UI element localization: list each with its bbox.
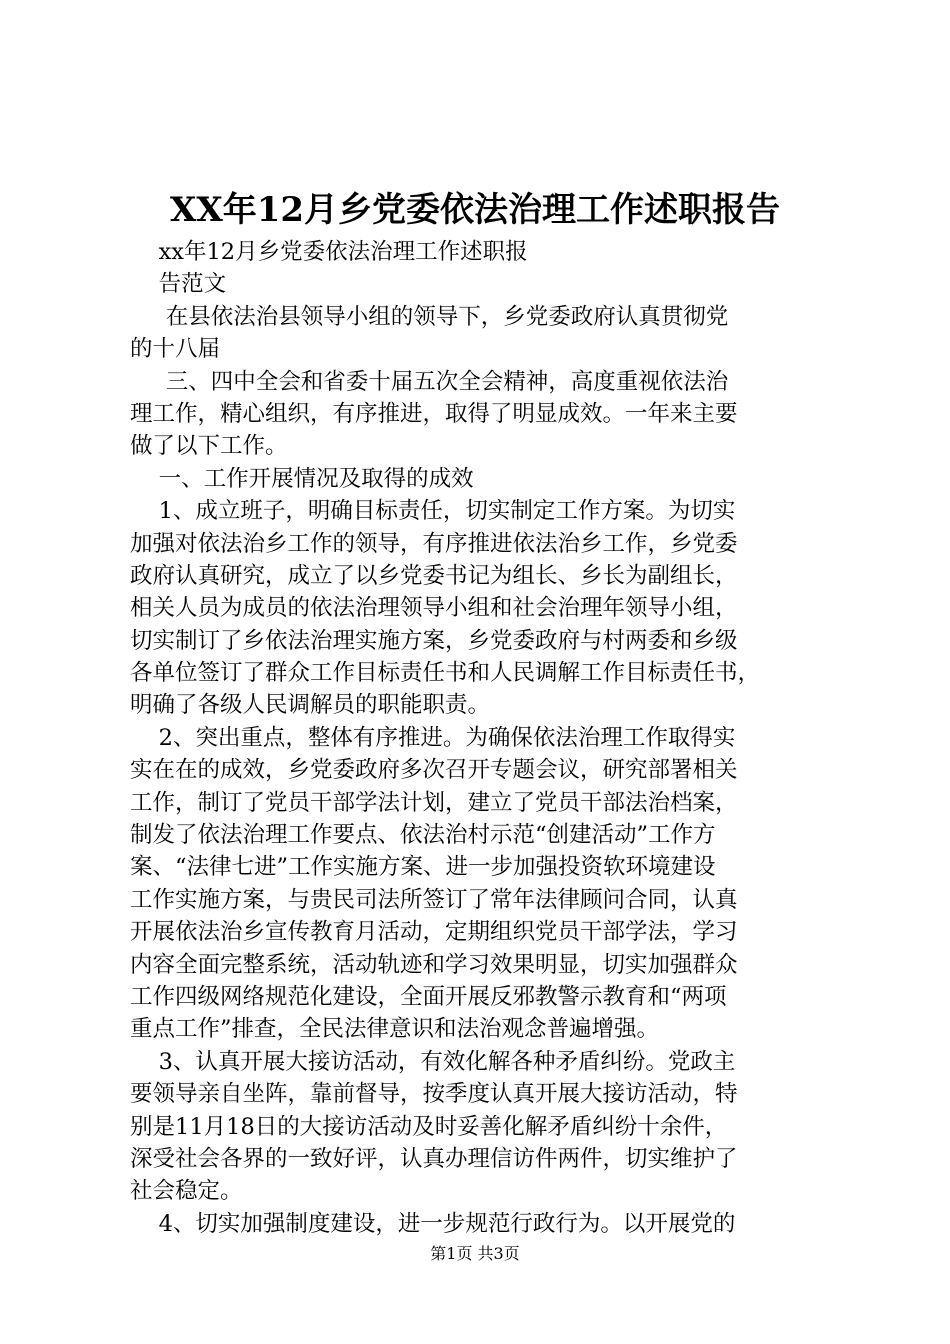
body-line: 别是11月18日的大接访活动及时妥善化解矛盾纠纷十余件， — [130, 1113, 728, 1140]
body-line: 2、突出重点，整体有序推进。为确保依法治理工作取得实 — [130, 724, 736, 751]
body-line: 案、“法律七进”工作实施方案、进一步加强投资软环境建设 — [130, 854, 716, 881]
body-line: 3、认真开展大接访活动，有效化解各种矛盾纠纷。党政主 — [130, 1048, 736, 1075]
body-line: 社会稳定。 — [130, 1178, 243, 1205]
body-line: xx年12月乡党委依法治理工作述职报 — [130, 239, 528, 265]
body-line: 重点工作”排查，全民法律意识和法治观念普遍增强。 — [130, 1016, 660, 1043]
body-line: 深受社会各界的一致好评，认真办理信访件两件，切实维护了 — [130, 1145, 738, 1172]
body-line: 开展依法治乡宣传教育月活动，定期组织党员干部学法，学习 — [130, 919, 738, 946]
body-line: 明确了各级人民调解员的职能职责。 — [130, 692, 491, 719]
body-line: 理工作，精心组织，有序推进，取得了明显成效。一年来主要 — [130, 400, 738, 427]
body-line: 实在在的成效，乡党委政府多次召开专题会议，研究部署相关 — [130, 757, 738, 784]
body-line: 加强对依法治乡工作的领导，有序推进依法治乡工作，乡党委 — [130, 530, 738, 557]
body-line: 4、切实加强制度建设，进一步规范行政行为。以开展党的 — [130, 1210, 736, 1237]
body-line: 要领导亲自坐阵，靠前督导，按季度认真开展大接访活动，特 — [130, 1081, 738, 1108]
document-title: XX年12月乡党委依法治理工作述职报告 — [169, 190, 781, 230]
body-line: 三、四中全会和省委十届五次全会精神，高度重视依法治 — [130, 368, 729, 395]
body-line: 工作四级网络规范化建设，全面开展反邪教警示教育和“两项 — [130, 983, 727, 1010]
body-line: 的十八届 — [130, 336, 221, 363]
body-line: 制发了依法治理工作要点、依法治村示范“创建活动”工作方 — [130, 822, 716, 849]
body-line: 告范文 — [130, 271, 227, 298]
body-line: 在县依法治县领导小组的领导下，乡党委政府认真贯彻党 — [130, 303, 729, 330]
body-line: 内容全面完整系统，活动轨迹和学习效果明显，切实加强群众 — [130, 951, 738, 978]
body-line: 切实制订了乡依法治理实施方案，乡党委政府与村两委和乡级 — [130, 627, 738, 654]
body-line: 工作实施方案，与贵民司法所签订了常年法律顾问合同，认真 — [130, 886, 738, 913]
body-line: 做了以下工作。 — [130, 433, 288, 460]
body-line: 相关人员为成员的依法治理领导小组和社会治理年领导小组， — [130, 595, 738, 622]
document-body — [130, 236, 830, 1240]
page-footer: 第1页 共3页 — [430, 1244, 520, 1263]
body-line: 各单位签订了群众工作目标责任书和人民调解工作目标责任书， — [130, 660, 761, 687]
body-line: 1、成立班子，明确目标责任，切实制定工作方案。为切实 — [130, 498, 736, 525]
body-line: 政府认真研究，成立了以乡党委书记为组长、乡长为副组长， — [130, 562, 738, 589]
body-line: 一、工作开展情况及取得的成效 — [130, 465, 474, 492]
body-line: 工作，制订了党员干部学法计划，建立了党员干部法治档案， — [130, 789, 738, 816]
